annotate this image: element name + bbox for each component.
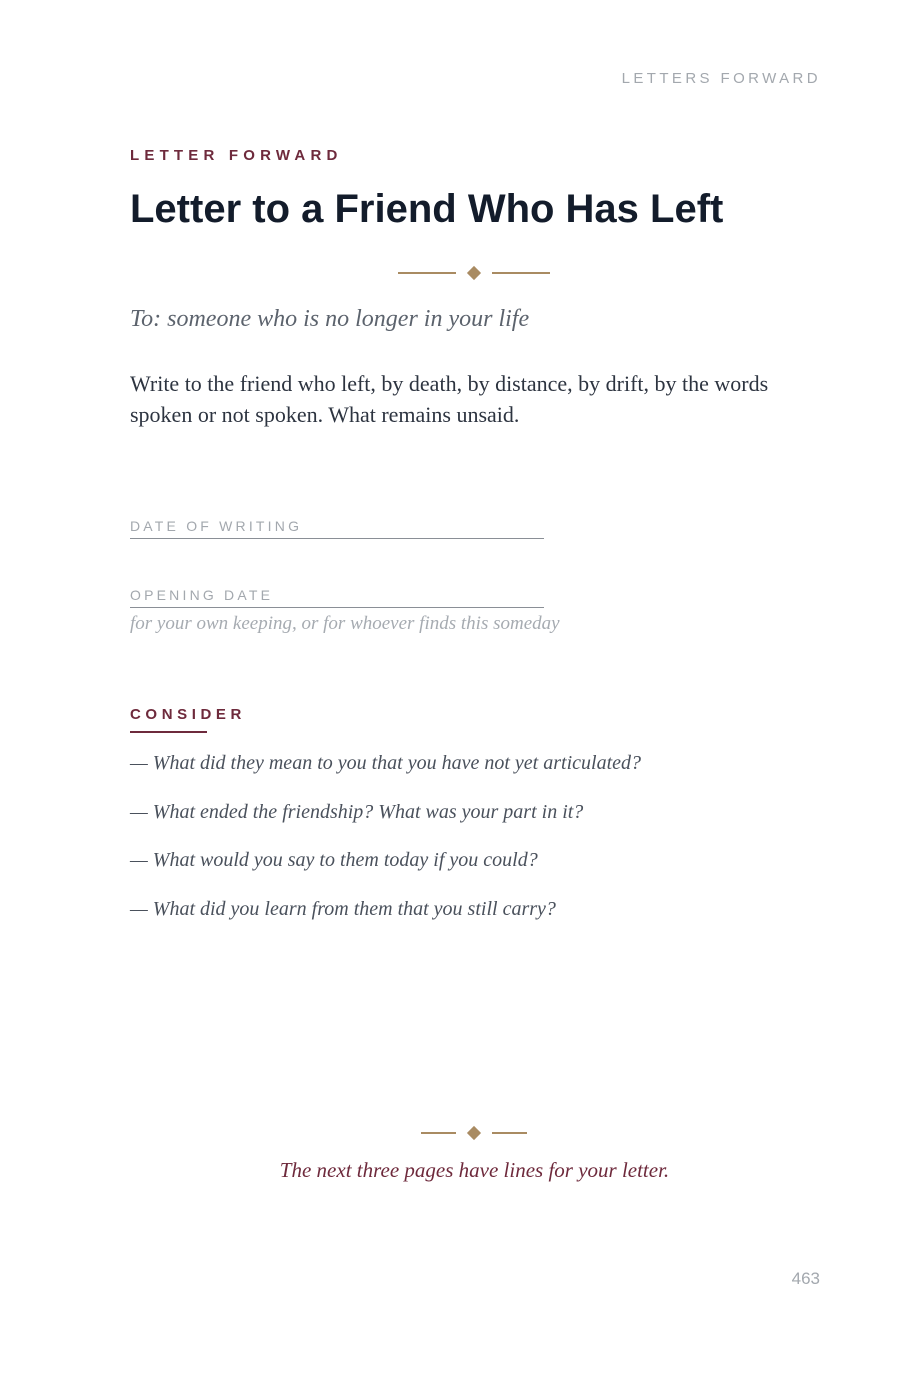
ornament-rule-right <box>492 1132 527 1134</box>
consider-question: — What did you learn from them that you still carry? <box>130 897 556 920</box>
section-kicker: LETTER FORWARD <box>130 147 343 164</box>
page-title: Letter to a Friend Who Has Left <box>130 187 724 231</box>
consider-questions <box>130 749 641 943</box>
recipient-line: To: someone who is no longer in your life <box>130 306 530 332</box>
consider-underline <box>130 731 207 733</box>
consider-heading: CONSIDER <box>130 706 246 723</box>
diamond-icon <box>467 1126 481 1140</box>
date-of-writing-field[interactable] <box>130 518 544 539</box>
ornament-divider-top <box>398 268 550 278</box>
consider-question: — What ended the friendship? What was your part in it? <box>130 800 584 823</box>
diamond-icon <box>467 266 481 280</box>
page-number: 463 <box>791 1269 820 1288</box>
date-of-writing-label: DATE OF WRITING <box>130 518 303 534</box>
letter-prompt: Write to the friend who left, by death, by distance, by drift, by the words spoken or not spoken. What remains unsaid. <box>130 371 769 427</box>
consider-question: — What did they mean to you that you have not yet articulated? <box>130 752 641 774</box>
opening-date-hint: for your own keeping, or for whoever finds this someday <box>130 613 560 634</box>
closing-note: The next three pages have lines for your letter. <box>279 1158 670 1182</box>
running-head: LETTERS FORWARD <box>621 70 821 87</box>
consider-question: — What would you say to them today if you could? <box>130 849 538 871</box>
ornament-divider-bottom <box>421 1128 527 1138</box>
opening-date-label: OPENING DATE <box>130 587 274 603</box>
ornament-rule-right <box>492 272 550 274</box>
ornament-rule-left <box>421 1132 456 1134</box>
ornament-rule-left <box>398 272 456 274</box>
opening-date-field[interactable] <box>130 587 544 608</box>
